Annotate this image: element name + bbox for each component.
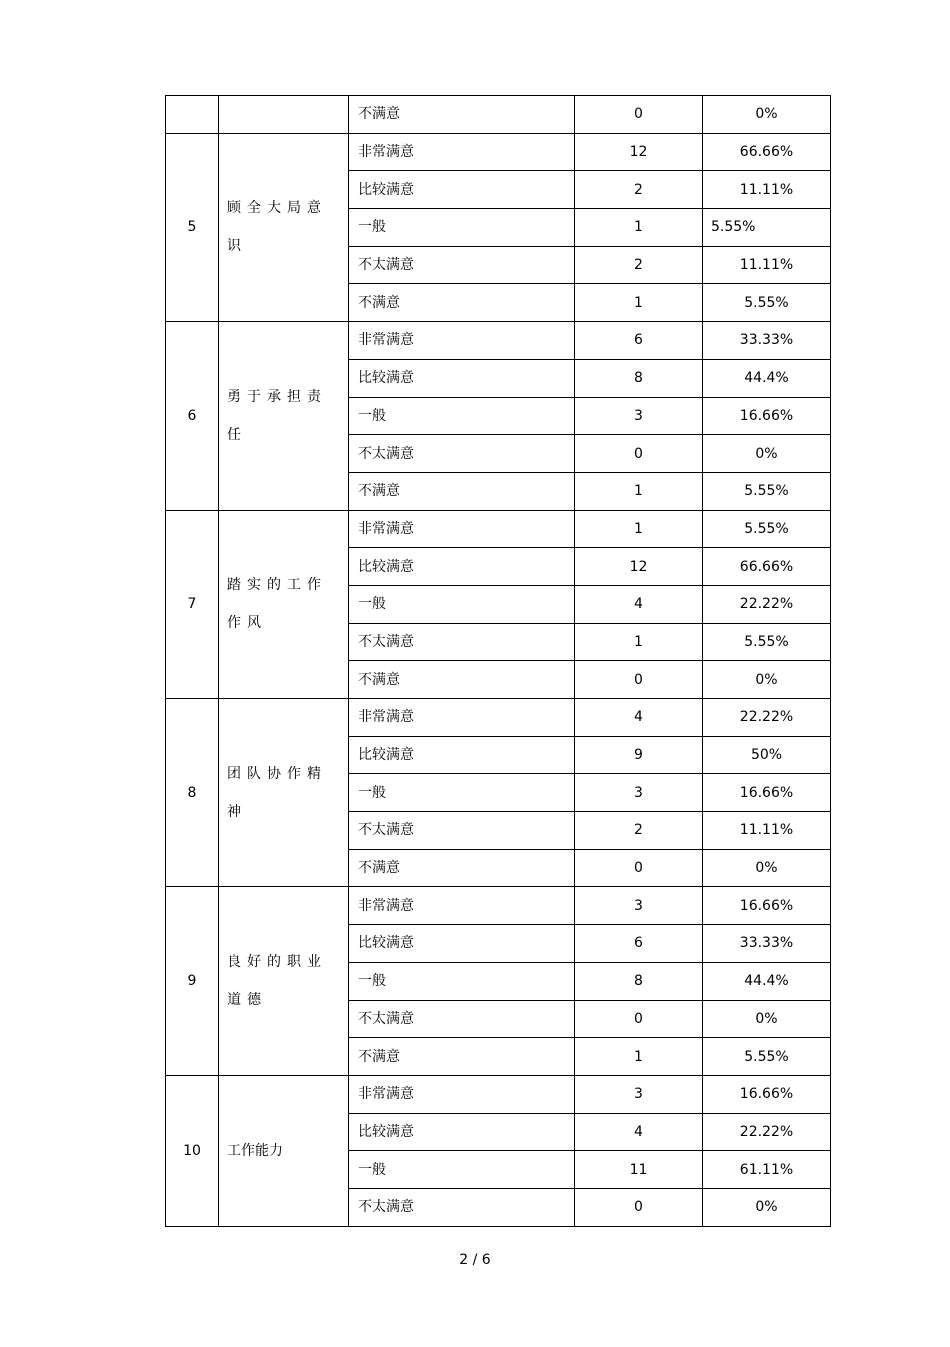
satisfaction-level-cell: 一般 <box>349 1151 575 1189</box>
item-number-cell: 6 <box>166 322 219 510</box>
count-cell: 12 <box>575 548 703 586</box>
evaluation-item-cell <box>219 96 349 134</box>
satisfaction-level-cell: 非常满意 <box>349 699 575 737</box>
count-cell: 3 <box>575 774 703 812</box>
satisfaction-level-cell: 一般 <box>349 962 575 1000</box>
percentage-cell: 22.22% <box>703 1113 831 1151</box>
count-cell: 2 <box>575 246 703 284</box>
item-number-cell: 10 <box>166 1075 219 1226</box>
percentage-cell: 5.55% <box>703 623 831 661</box>
satisfaction-level-cell: 一般 <box>349 585 575 623</box>
percentage-cell: 5.55% <box>703 510 831 548</box>
percentage-cell: 0% <box>703 435 831 473</box>
satisfaction-level-cell: 不满意 <box>349 284 575 322</box>
satisfaction-level-cell: 不满意 <box>349 849 575 887</box>
satisfaction-level-cell: 非常满意 <box>349 510 575 548</box>
count-cell: 0 <box>575 96 703 134</box>
satisfaction-level-cell: 一般 <box>349 774 575 812</box>
satisfaction-level-cell: 比较满意 <box>349 736 575 774</box>
satisfaction-level-cell: 非常满意 <box>349 322 575 360</box>
percentage-cell: 5.55% <box>703 1038 831 1076</box>
count-cell: 4 <box>575 1113 703 1151</box>
percentage-cell: 33.33% <box>703 322 831 360</box>
count-cell: 0 <box>575 1188 703 1226</box>
satisfaction-level-cell: 非常满意 <box>349 1075 575 1113</box>
count-cell: 1 <box>575 209 703 247</box>
table-row <box>166 699 831 737</box>
count-cell: 9 <box>575 736 703 774</box>
evaluation-item-cell: 勇于承担责任 <box>219 322 349 510</box>
satisfaction-level-cell: 比较满意 <box>349 171 575 209</box>
count-cell: 0 <box>575 849 703 887</box>
table-row <box>166 322 831 360</box>
count-cell: 2 <box>575 812 703 850</box>
count-cell: 1 <box>575 284 703 322</box>
item-number-cell: 8 <box>166 699 219 887</box>
satisfaction-level-cell: 非常满意 <box>349 133 575 171</box>
count-cell: 1 <box>575 472 703 510</box>
count-cell: 6 <box>575 925 703 963</box>
satisfaction-level-cell: 不满意 <box>349 1038 575 1076</box>
satisfaction-level-cell: 非常满意 <box>349 887 575 925</box>
item-number-cell <box>166 96 219 134</box>
count-cell: 8 <box>575 962 703 1000</box>
evaluation-item-cell: 团队协作精神 <box>219 699 349 887</box>
percentage-cell: 16.66% <box>703 397 831 435</box>
satisfaction-level-cell: 比较满意 <box>349 1113 575 1151</box>
percentage-cell: 0% <box>703 661 831 699</box>
table-row <box>166 96 831 134</box>
percentage-cell: 16.66% <box>703 1075 831 1113</box>
count-cell: 0 <box>575 435 703 473</box>
percentage-cell: 5.55% <box>703 472 831 510</box>
satisfaction-level-cell: 比较满意 <box>349 359 575 397</box>
count-cell: 4 <box>575 585 703 623</box>
item-number-cell: 7 <box>166 510 219 698</box>
survey-table <box>165 95 831 1227</box>
percentage-cell: 11.11% <box>703 812 831 850</box>
count-cell: 8 <box>575 359 703 397</box>
percentage-cell: 0% <box>703 96 831 134</box>
satisfaction-level-cell: 一般 <box>349 209 575 247</box>
page-number: 2 / 6 <box>459 1252 491 1268</box>
percentage-cell: 0% <box>703 849 831 887</box>
percentage-cell: 44.4% <box>703 359 831 397</box>
evaluation-item-cell: 顾全大局意识 <box>219 133 349 321</box>
satisfaction-level-cell: 不太满意 <box>349 246 575 284</box>
count-cell: 1 <box>575 510 703 548</box>
percentage-cell: 50% <box>703 736 831 774</box>
count-cell: 2 <box>575 171 703 209</box>
percentage-cell: 22.22% <box>703 699 831 737</box>
count-cell: 3 <box>575 397 703 435</box>
evaluation-item-cell: 良好的职业道德 <box>219 887 349 1075</box>
percentage-cell: 16.66% <box>703 887 831 925</box>
count-cell: 12 <box>575 133 703 171</box>
percentage-cell: 61.11% <box>703 1151 831 1189</box>
count-cell: 6 <box>575 322 703 360</box>
percentage-cell: 44.4% <box>703 962 831 1000</box>
count-cell: 0 <box>575 1000 703 1038</box>
table-row <box>166 510 831 548</box>
satisfaction-level-cell: 不满意 <box>349 96 575 134</box>
satisfaction-level-cell: 一般 <box>349 397 575 435</box>
count-cell: 3 <box>575 887 703 925</box>
satisfaction-level-cell: 不太满意 <box>349 1188 575 1226</box>
percentage-cell: 0% <box>703 1188 831 1226</box>
count-cell: 1 <box>575 623 703 661</box>
satisfaction-level-cell: 不太满意 <box>349 812 575 850</box>
satisfaction-level-cell: 不太满意 <box>349 435 575 473</box>
table-row <box>166 887 831 925</box>
percentage-cell: 22.22% <box>703 585 831 623</box>
percentage-cell: 33.33% <box>703 925 831 963</box>
count-cell: 1 <box>575 1038 703 1076</box>
table-row <box>166 1075 831 1113</box>
satisfaction-level-cell: 不满意 <box>349 661 575 699</box>
evaluation-item-cell: 踏实的工作作风 <box>219 510 349 698</box>
evaluation-item-cell: 工作能力 <box>219 1075 349 1226</box>
percentage-cell: 5.55% <box>703 209 831 247</box>
percentage-cell: 66.66% <box>703 548 831 586</box>
count-cell: 11 <box>575 1151 703 1189</box>
satisfaction-level-cell: 比较满意 <box>349 548 575 586</box>
item-number-cell: 5 <box>166 133 219 321</box>
satisfaction-level-cell: 比较满意 <box>349 925 575 963</box>
satisfaction-level-cell: 不太满意 <box>349 623 575 661</box>
item-number-cell: 9 <box>166 887 219 1075</box>
count-cell: 3 <box>575 1075 703 1113</box>
percentage-cell: 0% <box>703 1000 831 1038</box>
percentage-cell: 16.66% <box>703 774 831 812</box>
percentage-cell: 11.11% <box>703 246 831 284</box>
percentage-cell: 5.55% <box>703 284 831 322</box>
satisfaction-level-cell: 不满意 <box>349 472 575 510</box>
survey-table-body <box>166 96 831 1227</box>
percentage-cell: 11.11% <box>703 171 831 209</box>
count-cell: 0 <box>575 661 703 699</box>
table-row <box>166 133 831 171</box>
count-cell: 4 <box>575 699 703 737</box>
satisfaction-level-cell: 不太满意 <box>349 1000 575 1038</box>
percentage-cell: 66.66% <box>703 133 831 171</box>
